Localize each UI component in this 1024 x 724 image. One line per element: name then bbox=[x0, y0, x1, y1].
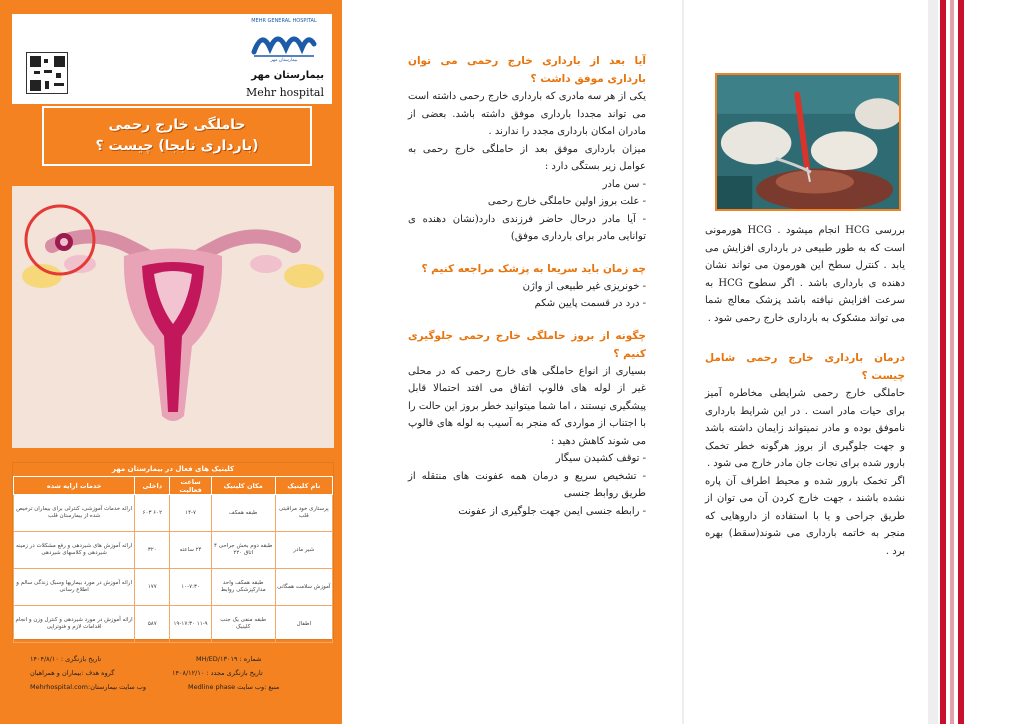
table-cell: طبقه همکف bbox=[211, 495, 275, 532]
col-header-location: مکان کلینیک bbox=[211, 477, 275, 495]
active-clinics-table bbox=[12, 462, 334, 640]
brochure-title bbox=[42, 106, 312, 166]
list-item: - آیا مادر درحال حاضر فرزندی دارد(نشان دهنده ی توانایی مادر برای بارداری موفق) bbox=[408, 213, 646, 242]
logo-caption: MEHR GENERAL HOSPITAL bbox=[251, 18, 317, 24]
table-cell: ۱۴-۷ bbox=[170, 495, 211, 532]
surgery-photo bbox=[715, 73, 901, 211]
hospital-website-link[interactable]: وب سایت بیمارستان:Mehrhospital.com bbox=[30, 683, 147, 691]
decor-stripe bbox=[928, 0, 938, 724]
table-cell: ۶۰۲ ۶۰۳ bbox=[135, 495, 170, 532]
heading-successful-pregnancy: آیا بعد از بارداری خارج رحمی می توان بارداری موفق داشت ؟ bbox=[408, 55, 646, 85]
cover-panel bbox=[0, 0, 342, 724]
next-revision-date: تاریخ بازنگری مجدد : ۱۴۰۸/۱۲/۱۰ bbox=[172, 669, 263, 677]
list-item: - توقف کشیدن سیگار bbox=[555, 453, 646, 464]
hospital-name-fa: بیمارستان مهر bbox=[251, 70, 324, 81]
list-item: - درد در قسمت پایین شکم bbox=[534, 298, 646, 309]
table-cell: ارائه آموزش های شیردهی و رفع مشکلات در زمینه شیردهی و کلاسهای شیردهی bbox=[14, 532, 135, 569]
list-item: - خونریزی غیر طبیعی از واژن bbox=[522, 280, 646, 292]
ectopic-pregnancy-illustration bbox=[12, 186, 334, 448]
heading-treatment: درمان بارداری خارج رحمی شامل چیست ؟ bbox=[705, 352, 905, 382]
table-cell: ۲۴ ساعته bbox=[170, 532, 211, 569]
table-row bbox=[14, 532, 333, 569]
target-group: گروه هدف :بیماران و همراهیان bbox=[30, 669, 115, 677]
table-cell: ۱۱-۹ ۱۹-۱۷:۳۰ bbox=[170, 606, 211, 643]
table-cell: پرستاری خود مراقبتی قلب bbox=[275, 495, 332, 532]
table-cell: اطفال bbox=[275, 606, 332, 643]
clinics-grid bbox=[13, 476, 333, 643]
source: منبع :وب سایت Medline phase bbox=[188, 683, 280, 691]
table-cell: طبقه همکف واحد مدارکپزشکی روابط bbox=[211, 569, 275, 606]
clinics-title: کلینیک های فعال در بیمارستان مهر bbox=[13, 463, 333, 476]
paragraph: یکی از هر سه مادری که بارداری خارج رحمی داشته است می تواند مجددا بارداری موفق داشته باشد. بعضی از مادران امکان بارداری مجدد را ندارند . bbox=[408, 91, 646, 137]
decor-stripe-pink bbox=[950, 0, 954, 724]
table-cell: ۱۷۷ bbox=[135, 569, 170, 606]
table-cell: ارائه خدمات آموزشی، کنترلی برای بیماران ترخیص شده از بیمارستان قلب bbox=[14, 495, 135, 532]
title-line-2: (بارداری نابجا) چیست ؟ bbox=[95, 138, 259, 154]
table-cell: ارائه آموزش در مورد شیردهی و کنترل وزن و انجام اقدامات لازم و فتوتراپی bbox=[14, 606, 135, 643]
title-line-1: حاملگی خارج رحمی bbox=[108, 117, 246, 133]
table-cell: شیر مادر bbox=[275, 532, 332, 569]
logo-subcaption: بیمارستان مهر bbox=[270, 58, 298, 63]
table-row bbox=[14, 606, 333, 643]
heading-see-doctor: چه زمان باید سریعا به پزشک مراجعه کنیم ؟ bbox=[421, 262, 646, 275]
table-cell: ۳۲۰ bbox=[135, 532, 170, 569]
heading-prevention: چگونه از بروز حاملگی خارج رحمی جلوگیری کنیم ؟ bbox=[408, 329, 646, 360]
paragraph: بررسی HCG انجام میشود . HCG هورمونی است که به طور طبیعی در بارداری افزایش می یابد . کنترل سطح این هورمون می تواند نشان دهنده ی بارداری باشد . اگر سطوح HCG به سرعت افزایش نیافته باشد پزشک معالج شما می تواند مشکوک به بارداری خارج رحمی شود . bbox=[705, 225, 905, 324]
paragraph: بسیاری از انواع حاملگی های خارج رحمی که در محلی غیر از لوله های فالوپ اتفاق می افتد احتمالا قابل پیشگیری نیستند ، اما شما میتوانید خطر بروز این حالت را با اجتناب از مواردی که منجر به آسیب به لوله های فالوپ می شوند کاهش دهید : bbox=[408, 365, 646, 447]
col-header-clinic: نام کلینیک bbox=[275, 477, 332, 495]
table-cell: طبقه منفی یک جنب کلینیک bbox=[211, 606, 275, 643]
paragraph: اگر تخمک بارور شده و محیط اطراف آن پاره نشده باشند ، جهت خارج کردن آن می توان از طریق جراحی و یا با استفاده از داروهایی که منجر به خاتمه بارداری می شوند(سقط) بهره برد . bbox=[705, 475, 905, 557]
table-cell: ۵۸۷ bbox=[135, 606, 170, 643]
table-cell: طبقه دوم بخش جراحی ۴ اتاق ۲۲۰ bbox=[211, 532, 275, 569]
qr-code-icon[interactable] bbox=[26, 52, 68, 94]
decor-stripe-red bbox=[958, 0, 964, 724]
revision-date: تاریخ بازنگری : ۱۴۰۴/۸/۱۰ bbox=[30, 655, 102, 663]
table-cell: آموزش سلامت همگانی bbox=[275, 569, 332, 606]
list-item: - رابطه جنسی ایمن جهت جلوگیری از عفونت bbox=[458, 505, 646, 517]
right-column bbox=[705, 222, 905, 560]
middle-column bbox=[408, 52, 646, 520]
col-header-ext: داخلی bbox=[135, 477, 170, 495]
paragraph: میزان بارداری موفق بعد از حاملگی خارج رحمی به عوامل زیر بستگی دارد : bbox=[408, 143, 646, 172]
col-header-services: خدمات ارایه شده bbox=[14, 477, 135, 495]
table-row bbox=[14, 569, 333, 606]
list-item: - سن مادر bbox=[602, 178, 646, 190]
col-header-hours: ساعت فعالیت bbox=[170, 477, 211, 495]
decor-stripe-red bbox=[940, 0, 946, 724]
list-item: - تشخیص سریع و درمان همه عفونت های منتقله از طریق روابط جنسی bbox=[408, 470, 646, 499]
table-row bbox=[14, 495, 333, 532]
table-cell: ارائه آموزش در مورد بیماریها وسبک زندگی سالم و اطلاع رسانی bbox=[14, 569, 135, 606]
hospital-name-en: Mehr hospital bbox=[245, 86, 324, 99]
list-item: - علت بروز اولین حاملگی خارج رحمی bbox=[487, 196, 646, 207]
doc-code: شماره : MH/ED/۱۳۰۱۹ bbox=[196, 655, 262, 663]
table-cell: ۱۰-۷:۳۰ bbox=[170, 569, 211, 606]
hospital-logo-icon bbox=[248, 22, 320, 62]
paragraph: حاملگی خارج رحمی شرایطی مخاطره آمیز برای حیات مادر است . در این شرایط بارداری ناموفق بوده و مادر نمیتواند زایمان داشته باشد و جهت جلوگیری از بروز هرگونه خطر تخمک بارور شده برای نجات جان مادر خارج می شود . bbox=[705, 388, 905, 469]
